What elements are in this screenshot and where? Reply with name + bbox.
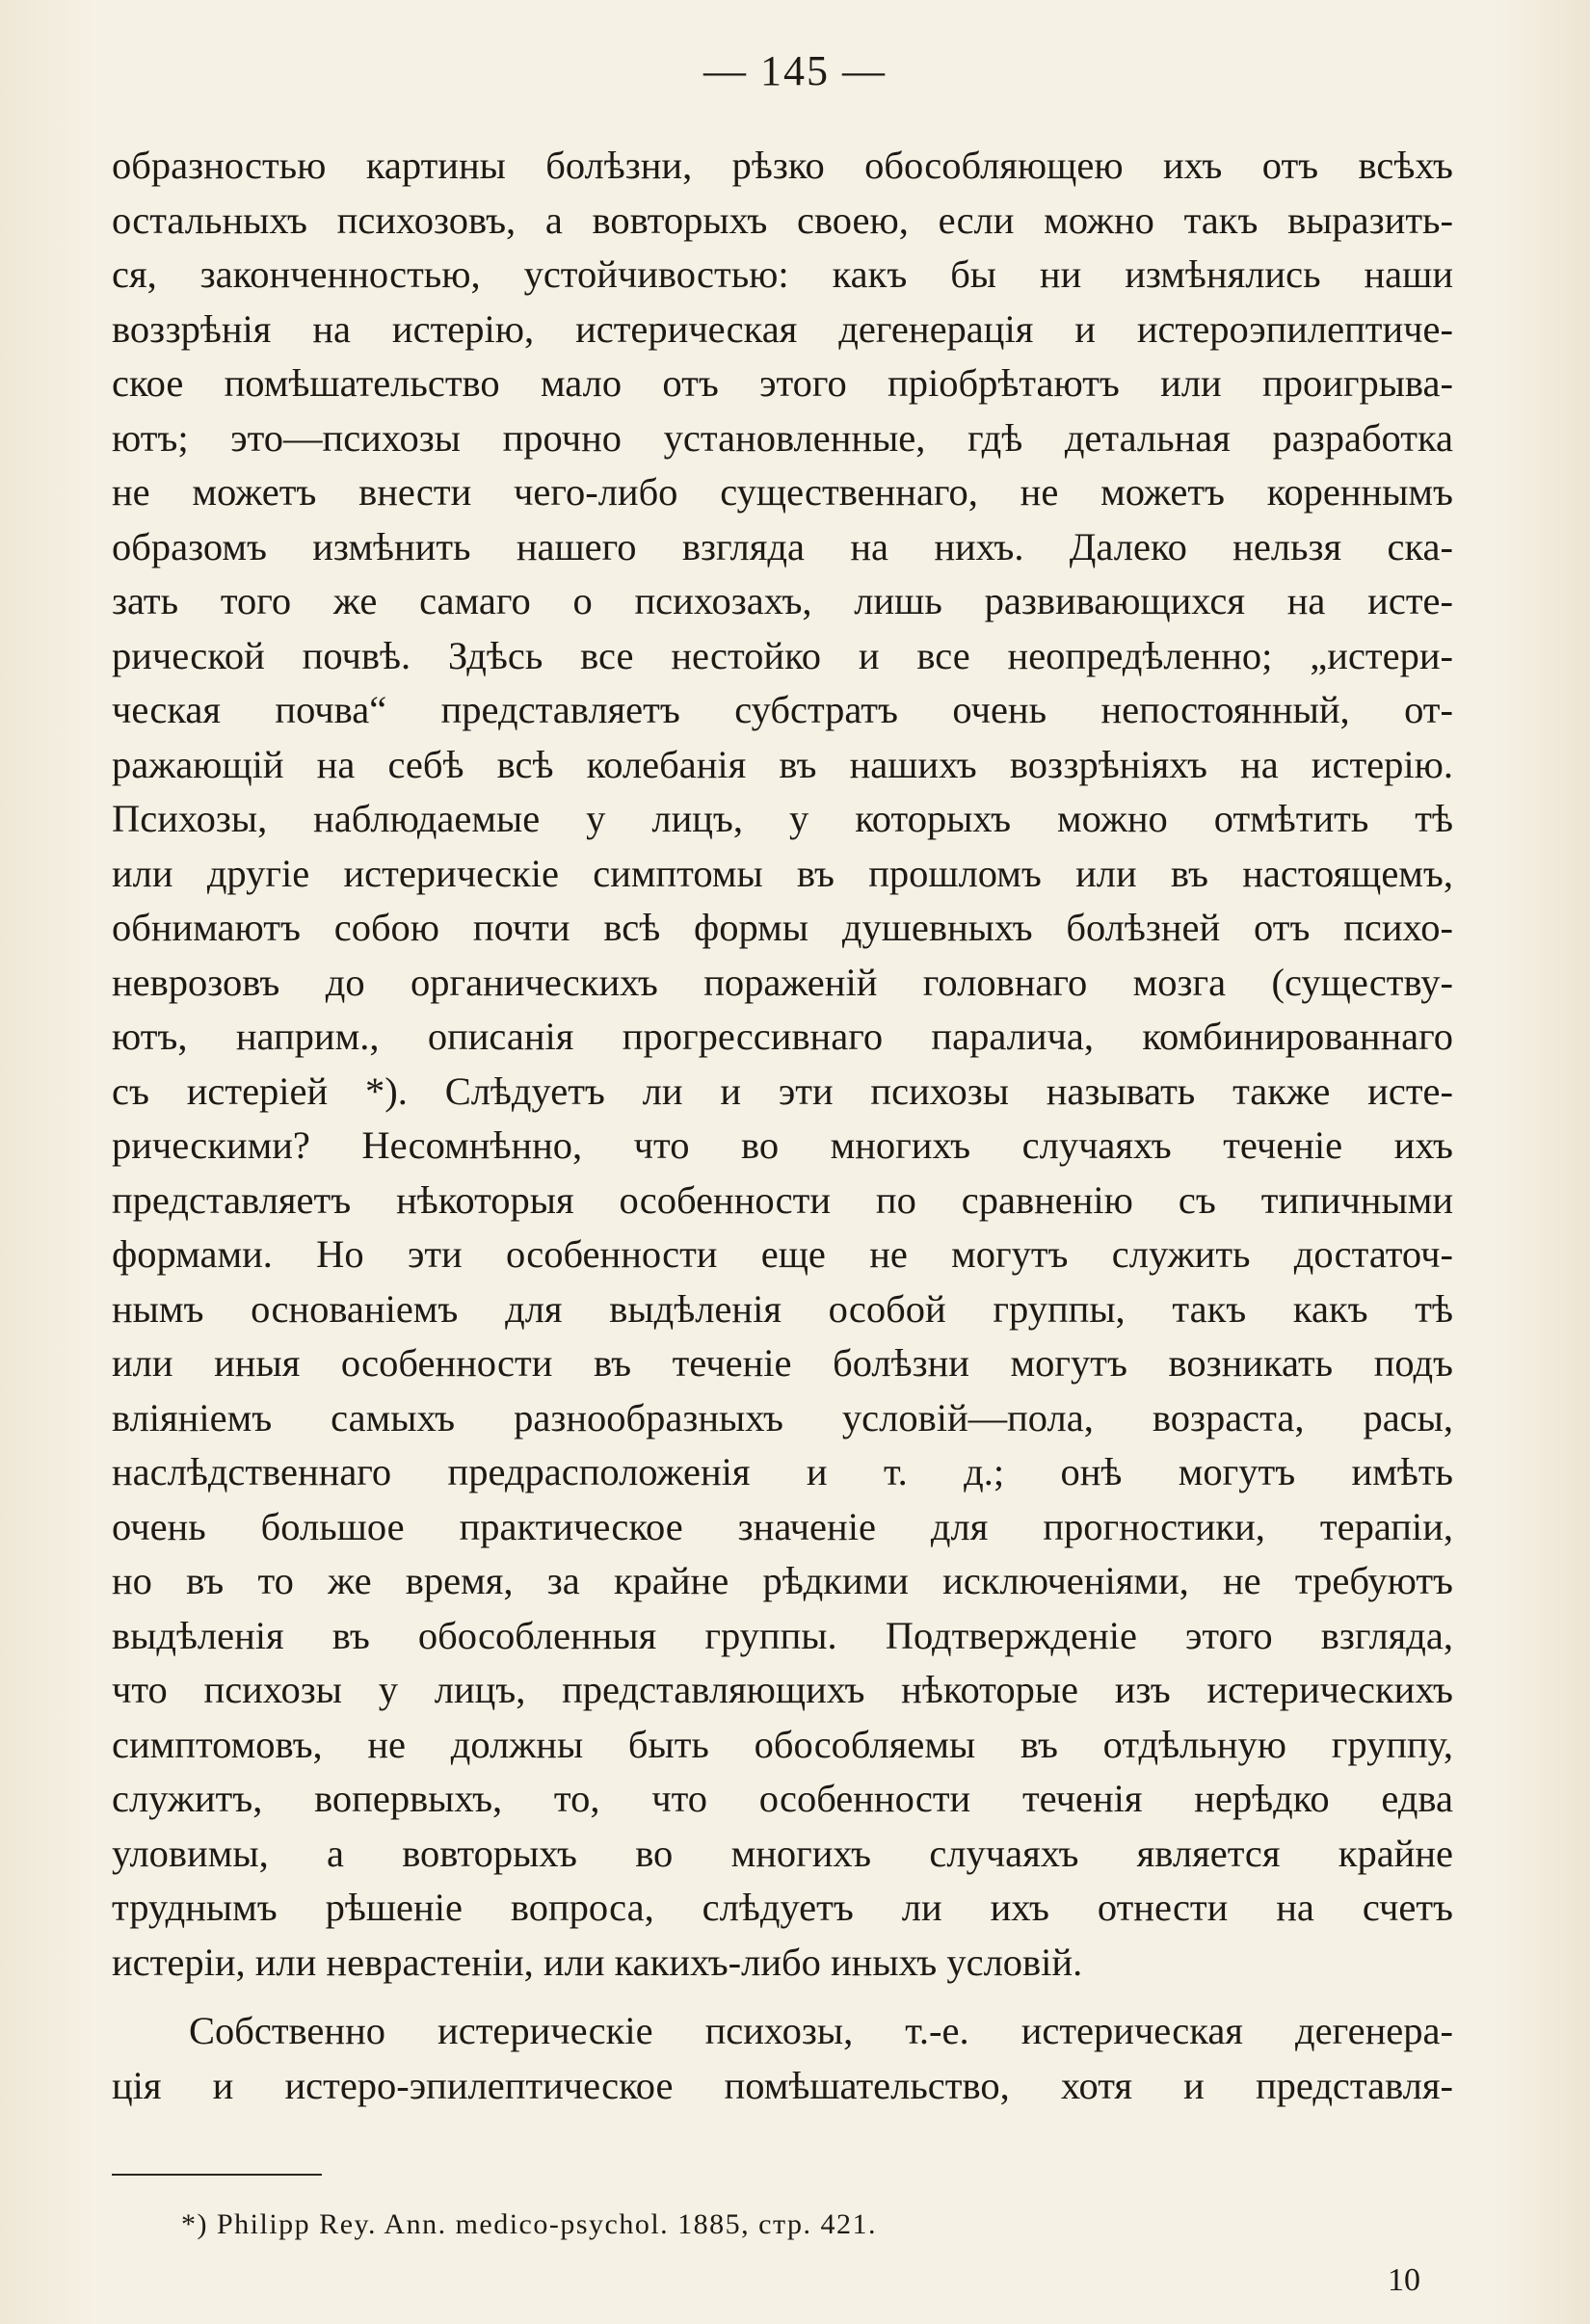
text-line: ское помѣшательство мало отъ этого пріобрѣтаютъ или проигрыва- (112, 361, 1453, 405)
text-line: воззрѣнія на истерію, истерическая дегенерація и истероэпилептиче- (112, 306, 1453, 351)
text-line: неврозовъ до органическихъ пораженій головнаго мозга (существу- (112, 960, 1453, 1004)
text-line: служитъ, вопервыхъ, то, что особенности теченія нерѣдко едва (112, 1777, 1453, 1820)
text-line: ція и истеро-эпилептическое помѣшательство, хотя и представля- (112, 2063, 1453, 2107)
text-line: или другіе истерическіе симптомы въ прошломъ или въ настоящемъ, (112, 851, 1453, 895)
text-line: нымъ основаніемъ для выдѣленія особой группы, такъ какъ тѣ (112, 1286, 1453, 1331)
text-line: ся, законченностью, устойчивостью: какъ бы ни измѣнялись наши (112, 252, 1453, 296)
text-line: не можетъ внести чего-либо существеннаго, не можетъ кореннымъ (112, 470, 1453, 514)
text-line: рическими? Несомнѣнно, что во многихъ случаяхъ теченіе ихъ (112, 1123, 1453, 1167)
text-line: образностью картины болѣзни, рѣзко обособляющею ихъ отъ всѣхъ (112, 144, 1453, 187)
text-line: ражающій на себѣ всѣ колебанія въ нашихъ воззрѣніяхъ на истерію. (112, 742, 1453, 786)
text-line: зать того же самаго о психозахъ, лишь развивающихся на исте- (112, 579, 1453, 622)
text-line: остальныхъ психозовъ, а вовторыхъ своею, если можно такъ выразить- (112, 198, 1453, 242)
text-line: вліяніемъ самыхъ разнообразныхъ условій—пола, возраста, расы, (112, 1395, 1453, 1439)
page-number-header: — 145 — (703, 47, 887, 94)
main-text-block (112, 139, 1453, 2113)
text-line: выдѣленія въ обособленныя группы. Подтвержденіе этого взгляда, (112, 1613, 1453, 1657)
text-line: но въ то же время, за крайне рѣдкими исключеніями, не требуютъ (112, 1559, 1453, 1602)
text-line: формами. Но эти особенности еще не могутъ служить достаточ- (112, 1232, 1453, 1276)
text-line: ютъ; это—психозы прочно установленные, гдѣ детальная разработка (112, 415, 1453, 460)
text-line: рической почвѣ. Здѣсь все нестойко и все неопредѣленно; „истери- (112, 633, 1453, 677)
text-line: труднымъ рѣшеніе вопроса, слѣдуетъ ли ихъ отнести на счетъ (112, 1886, 1453, 1929)
text-line: образомъ измѣнить нашего взгляда на нихъ. Далеко нельзя ска- (112, 524, 1453, 568)
text-line: Психозы, наблюдаемые у лицъ, у которыхъ можно отмѣтить тѣ (112, 797, 1453, 840)
text-line: Собственно истерическіе психозы, т.-е. истерическая дегенера- (189, 2009, 1453, 2052)
paragraph-1 (112, 139, 1453, 1990)
text-line: симптомовъ, не должны быть обособляемы въ отдѣльную группу, (112, 1722, 1453, 1766)
paragraph-gap (112, 1990, 1453, 2004)
text-line: что психозы у лицъ, представляющихъ нѣкоторые изъ истерическихъ (112, 1668, 1453, 1711)
paragraph-2 (112, 2004, 1453, 2113)
signature-mark: 10 (1388, 2262, 1420, 2298)
footnote-divider (112, 2174, 322, 2176)
text-line: уловимы, а вовторыхъ во многихъ случаяхъ является крайне (112, 1831, 1453, 1875)
text-line: ютъ, наприм., описанія прогрессивнаго паралича, комбинированнаго (112, 1015, 1453, 1058)
text-line: истеріи, или неврастеніи, или какихъ-либо иныхъ условій. (112, 1940, 1083, 1984)
footnote: *) Philipp Rey. Ann. medico-psychol. 1885, стр. 421. (181, 2208, 877, 2240)
text-line: очень большое практическое значеніе для прогностики, терапіи, (112, 1504, 1453, 1548)
text-line: представляетъ нѣкоторыя особенности по сравненію съ типичными (112, 1177, 1453, 1222)
text-line: съ истеріей *). Слѣдуетъ ли и эти психозы называть также исте- (112, 1069, 1453, 1113)
text-line: или иныя особенности въ теченіе болѣзни могутъ возникать подъ (112, 1341, 1453, 1385)
text-line: ческая почва“ представляетъ субстратъ очень непостоянный, от- (112, 688, 1453, 731)
text-line: обнимаютъ собою почти всѣ формы душевныхъ болѣзней отъ психо- (112, 906, 1453, 949)
text-line: наслѣдственнаго предрасположенія и т. д.; онѣ могутъ имѣть (112, 1450, 1453, 1493)
